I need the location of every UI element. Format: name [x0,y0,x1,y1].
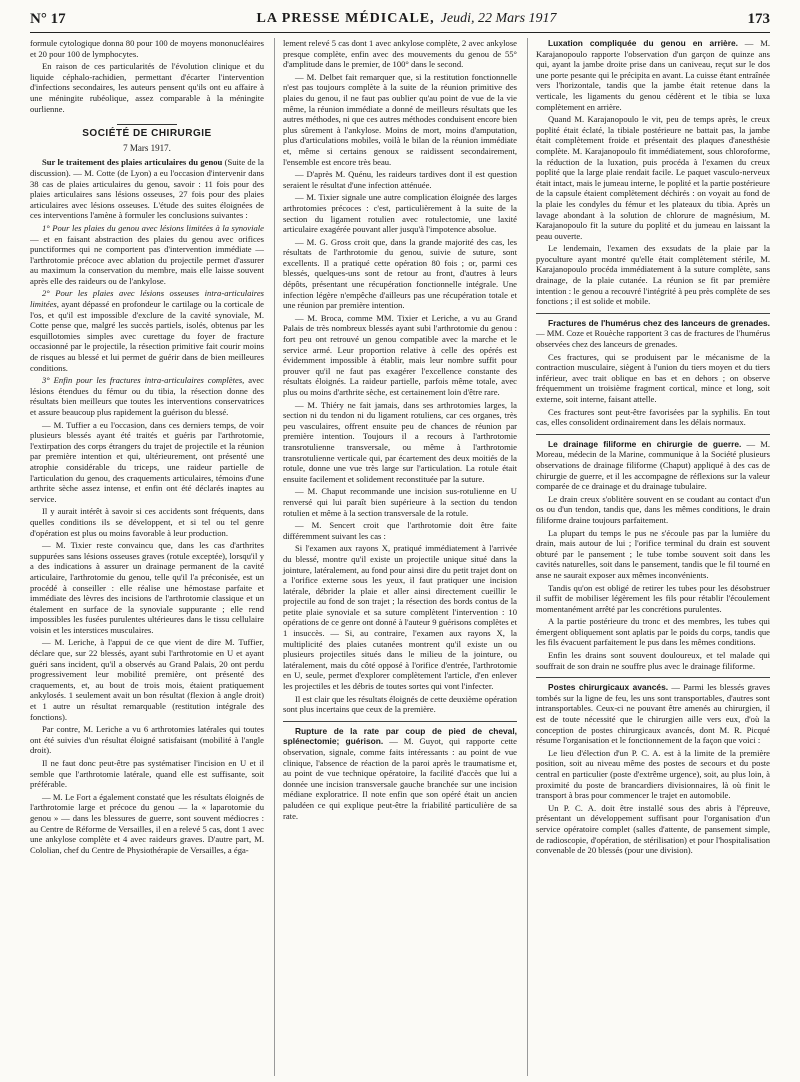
paragraph: — M. Chaput recommande une incision sus-rotulienne en U renversé qui lui paraît bien supérieure à la section du tendon rotulien et même à la section transversale de la rotule. [283,486,517,518]
paragraph: Par contre, M. Leriche a vu 6 arthrotomies latérales qui toutes ont été suivies d'un résultat éloigné satisfaisant (mobilité à l'angle droit). [30,724,264,756]
section-date: 7 Mars 1917. [123,142,171,153]
paragraph: 3° Enfin pour les fractures intra-articulaires complètes, avec lésions étendues du fémur ou du tibia, la résection donne des résultats bien meilleurs que toutes les interventions conservatrices et assure beaucoup plus rapidement la guérison du blessé. [30,375,264,417]
paragraph: A la partie postérieure du tronc et des membres, les tubes qui émergent obliquement sont aplatis par le poids du corps, tandis que les fils évacuent parfaitement le pus dans les mêmes conditions. [536,616,770,648]
issue-date: Jeudi, 22 Mars 1917 [440,11,557,26]
paragraph: — M. Delbet fait remarquer que, si la restitution fonctionnelle n'est pas toujours complète à la suite de la réunion primitive des plaies du genou, il ne faut pas oublier qu'au point de vue de la vie même, la réunion immédiate a donné de meilleurs résultats que les autres méthodes, ni que ces autres méthodes conduisent encore bien plus sûrement à l'ankylose. Moins de mort, moins d'amputation, plus d'articulations mobiles, voilà le bilan de la réunion immédiate et, même si certains genoux se raidissent secondairement, l'ensemble est encore très beau. [283,71,517,167]
paragraph: Il ne faut donc peut-être pas systématiser l'incision en U et il semble que l'arthrotomie latérale, quand elle est suffisante, soit préférable. [30,758,264,790]
paragraph: Il y aurait intérêt à savoir si ces accidents sont fréquents, dans quelles conditions ils se développent, et si tel ou tel genre d'opération est plus ou moins favorable à leur production. [30,506,264,538]
article-title: Fractures de l'humérus chez des lanceurs de grenades. [548,317,770,328]
section-rule [117,124,177,125]
paragraph: Ces fractures sont peut-être favorisées par la syphilis. En tout cas, elles consolident ordinairement dans les délais normaux. [536,406,770,428]
paragraph: Le drain creux s'oblitère souvent en se coudant au contact d'un os ou d'un tendon, tandis que, dans les mêmes conditions, le drain filiforme draine toujours parfaitement. [536,493,770,525]
journal-name: LA PRESSE MÉDICALE, [256,11,435,26]
paragraph: — M. Le Fort a également constaté que les résultats éloignés de l'arthrotomie large et précoce du genou — la « laparotomie du genou » — dans les blessures de guerre, sont souvent médiocres : au Centre de Réforme de Versailles, il en a relevé 5 cas, dont 1 avec une ankylose complète et 4 avec raideurs graves. D'autre part, M. Cololian, chef du Centre de Physiothérapie de Versailles, a éga- [30,791,264,855]
paragraph: — M. G. Gross croit que, dans la grande majorité des cas, les résultats de l'arthrotomie du genou, suivie de suture, sont excellents. Il a pratiqué cette opération 80 fois ; or, parmi ces blessés, quelques-uns sont de retour au front, d'autres à leurs dépôts, présentant une récupération fonctionnelle intégrale. Une infection légère n'empêche d'ailleurs pas une récupération totale et une réunion par première intention. [283,236,517,311]
article-columns [30,38,770,1076]
paragraph: Un P. C. A. doit être installé sous des abris à l'épreuve, présentant un développement suffisant pour l'organisation d'un service opératoire complet (salles d'attente, de pansement simple, de radioscopie, d'opération, de stérilisation) et pour l'hospitalisation convenable de 20 blessés (pour une division). [536,802,770,856]
paragraph: Postes chirurgicaux avancés. — Parmi les blessés graves tombés sur la ligne de feu, les uns sont transportables, d'autres sont intransportables. Ceux-ci ne pouvant être amenés au chirurgien, il est de toute nécessité que le chirurgien aille vers eux, d'où la conception de postes chirurgicaux avancés, dont M. R. Picqué résume l'organisation et le fonctionnement de la façon que voici : [536,682,770,746]
article-title: Le drainage filiforme en chirurgie de guerre. [548,438,742,449]
paragraph: Sur le traitement des plaies articulaires du genou (Suite de la discussion). — M. Cotte (de Lyon) a eu l'occasion d'intervenir dans 38 cas de plaies articulaires du genou, savoir : 11 fois pour des plaies articulaires sans lésions osseuses, 27 fois pour des plaies articulaires avec lésions osseuses. L'étude des suites éloignées de ces interventions l'amène à formuler les conclusions suivantes : [30,157,264,221]
paragraph: — M. Tixier reste convaincu que, dans les cas d'arthrites suppurées sans lésions osseuses graves (rotule exceptée), lorsqu'il y a des indications à assurer un drainage permanent de la cavité articulaire, l'arthrotomie du genou, telle qu'il l'a préconisée, est un procédé à conseiller : elle réalise une hémostase parfaite et immédiate des lèvres des incisions de l'arthrotomie classique et un étalement en surface de la synoviale suppurante ; elle rend impossibles les fusées purulentes ultérieures dans le tissu cellulaire voisin et les interstices musculaires. [30,540,264,635]
paragraph: 1° Pour les plaies du genou avec lésions limitées à la synoviale — et en faisant abstraction des plaies du genou avec orifices punctiformes qui ne comportent pas d'intervention immédiate — l'arthrotomie précoce avec ablation du projectile permet d'assurer au maximum la conservation du membre, mais elle laisse souvent après elle des raideurs ou de l'ankylose. [30,222,264,286]
paragraph: Fractures de l'humérus chez des lanceurs de grenades. — MM. Coze et Rouèche rapportent 3 cas de fractures de l'humérus observées chez des lanceurs de grenades. [536,317,770,350]
paragraph: Il est clair que les résultats éloignés de cette deuxième opération sont plus incertains que ceux de la première. [283,693,517,715]
paragraph: Rupture de la rate par coup de pied de cheval, splénectomie; guérison. — M. Guyot, qui rapporte cette observation, signale, comme faits intéressants : au point de vue clinique, l'absence de réaction de la paroi après le traumatisme et, au point de vue technique opératoire, la facilité d'accès que lui a donnée une incision transversale gauche branchée sur une incision médiane exploratrice. Il note enfin que son opéré était un ancien paludéen ce qui explique peut-être la friabilité particulière de sa rate. [283,725,517,821]
paragraph: — M. Tuffier a eu l'occasion, dans ces derniers temps, de voir plusieurs blessés ayant été traités et guéris par l'arthrotomie, l'extirpation des corps étrangers du trajet de projectile et la réunion par première intention et qui, ultérieurement, ont présenté une atrophie considérable du triceps, une raideur partielle de l'articulation du genou, des craquements articulaires, témoins d'une arthrite sèche assez intense, et enfin ont été déclarés inaptes au service. [30,419,264,504]
paragraph: En raison de ces particularités de l'évolution clinique et du liquide céphalo-rachidien, permettant d'écarter l'intervention d'infections secondaires, les auteurs pensent qu'ils ont eu affaire à une méningite rubéolique, assez comparable à la méningite ourlienne. [30,61,264,114]
paragraph: — M. Sencert croit que l'arthrotomie doit être faite différemment suivant les cas : [283,520,517,541]
paragraph: Si l'examen aux rayons X, pratiqué immédiatement à l'arrivée du blessé, montre qu'il existe un projectile unique situé dans la jointure, latéralement, au fond pour ainsi dire du petit trajet dont on a l'orifice externe sous les yeux, il faut pratiquer une incision latérale, débrider la plaie et aller ainsi directement cueillir le projectile au fond de son trajet ; la résection des bords contus de la petite plaie synoviale et sa suture complètent l'intervention : 10 opérations de ce genre ont donné à l'auteur 9 guérisons complètes et 1 insuccès. — Si, au contraire, l'examen aux rayons X, la multiplicité des plaies cutanées montrent qu'il existe un ou plusieurs projectiles situés dans le milieu de la jointure, ou latéralement, mais du côté opposé à l'orifice d'entrée, l'arthrotomie en U, seule, permet d'explorer complètement l'article, d'en enlever les projectiles et les débris de toutes sortes qui vont l'infecter. [283,543,517,692]
paragraph: formule cytologique donna 80 pour 100 de moyens mononucléaires et 20 pour 100 de lymphocytes. [30,38,264,59]
paragraph: Quand M. Karajanopoulo le vit, peu de temps après, le creux poplité était éclaté, la tibiale postérieure ne battait pas, la jambe était complètement froide et présentait des plaques d'anesthésie complète. M. Karajanopoulo fit immédiatement, sous chloroforme, la réduction de la luxation, puis procéda à l'examen du creux poplité que la large plaie rendait facile. Le paquet vasculo-nerveux était intact, mais le jumeau interne, le poplité et la partie postérieure de la capsule étaient complètement déchirés : on voyait au fond de la plaie les condyles du fémur et les plateaux du tibia. Après un lavage abondant à la solution de chlorure de magnésium, M. Karajanopoulo fit la suture du poplité et du jumeau en laissant la peau ouverte. [536,114,770,241]
column-1 [30,38,264,1076]
article-title: Postes chirurgicaux avancés. [548,682,669,693]
paragraph: — M. Thiéry ne fait jamais, dans ses arthrotomies larges, la section ni du tendon ni du ligament rotuliens, car ces organes, très peu vasculaires, offrent ensuite peu de chances de réunion par première intention. Toujours il a recours à l'arthrotomie transrotulienne transversale, ou même à l'arthrotomie transrotulienne verticale qui, par écartement des deux moitiés de la rotule, donne une vue très large sur l'articulation. La rotule était ensuite facilement et solidement reconstituée par la suture. [283,399,517,484]
paragraph: 2° Pour les plaies avec lésions osseuses intra-articulaires limitées, ayant dépassé en profondeur le cartilage ou la corticale de l'os, et qu'il est impossible d'exclure de la cavité synoviale, M. Cotte pense que, malgré les succès partiels, isolés, obtenus par les esquillotomies simples avec curettage du foyer de fracture occasionné par le projectile, la résection primitive fait courir moins de risques au blessé et lui permet de guérir dans de bien meilleures conditions. [30,288,264,373]
article-title: Rupture de la rate par coup de pied de cheval, splénectomie; guérison. [283,725,517,747]
section-divider [536,434,770,435]
paragraph: — D'après M. Quénu, les raideurs tardives dont il est question seraient le résultat d'une infection atténuée. [283,169,517,190]
issue-number: N° 17 [30,10,66,27]
article-title: Sur le traitement des plaies articulaires du genou [42,157,223,168]
page-header [30,6,770,33]
paragraph: Enfin les drains sont souvent douloureux, et tel malade qui souffrait de son drain ne souffre plus avec le drainage filiforme. [536,650,770,671]
page-number: 173 [747,10,770,27]
paragraph: lement relevé 5 cas dont 1 avec ankylose complète, 2 avec ankylose presque complète, enfin avec des mouvements du genou de 55° d'amplitude dans le premier, de 100° dans le second. [283,38,517,70]
section-divider [536,677,770,678]
section-divider [283,721,517,722]
paragraph: Ces fractures, qui se produisent par le mécanisme de la contraction musculaire, siègent à l'union du tiers moyen et du tiers inférieur, avec trait oblique en bas et en dehors ; on observe fréquemment un troisième fragment cortical, mince et long, soit externe, soit interne, faisant attelle. [536,351,770,404]
paragraph: Le lendemain, l'examen des exsudats de la plaie par la pyoculture ayant montré qu'elle était complètement stérile, M. Karajanopoulo procéda immédiatement à la suture complète, sans drainage, de la plaie cutanée. La réunion se fit par première intention : le genou a recouvré l'intégrité à peu près complète de ses fonctions ; il est solide et mobile. [536,243,770,307]
article-title: Luxation compliquée du genou en arrière. [548,38,738,48]
paragraph: Le lieu d'élection d'un P. C. A. est à la limite de la première position, soit au niveau même des postes de secours et du poste central en particulier (poste d'extrême urgence), soit, au plus loin, à proximité du poste de brancardiers divisionnaires, là où finit le transport à bras pour commencer le trajet en automobile. [536,747,770,801]
paragraph: — M. Tixier signale une autre complication éloignée des larges arthrotomies précoces : c'est, particulièrement à la suite de la section du ligament rotulien avec rotulectomie, une laxité articulaire exagérée pouvant aller jusqu'à l'impotence absolue. [283,192,517,235]
paragraph: Le drainage filiforme en chirurgie de guerre. — M. Moreau, médecin de la Marine, communique à la Société plusieurs observations de drainage filiforme (Chaput) appliqué à des cas de chirurgie de guerre, et il les accompagne de réflexions sur la valeur comparée de ce drainage et du drainage tubulaire. [536,438,770,492]
journal-title [257,11,557,27]
section-title: SOCIÉTÉ DE CHIRURGIE [82,128,212,140]
paragraph: — M. Leriche, à l'appui de ce que vient de dire M. Tuffier, déclare que, sur 22 blessés, ayant subi l'arthrotomie en U et ayant guéri sans incident, qu'il a observés au Grand Palais, 20 ont perdu progressivement leur mobilité première, ont présenté des craquements, et, au bout de trois mois, étaient pratiquement ankylosés. 1 seulement avait un bon résultat (flexion à angle droit) et 1 autre un résultat remarquable (restitution intégrale des fonctions). [30,637,264,722]
paragraph: — M. Broca, comme MM. Tixier et Leriche, a vu au Grand Palais de très nombreux blessés ayant subi l'arthrotomie du genou : fort peu ont retrouvé un genou compatible avec la marche et le service armé. Leur proportion relative à celle des opérés est évidemment impossible à établir, mais leur nombre suffit pour prouver qu'il ne faut pas exagérer l'excellence constante des résultats éloignés. La raideur partielle, parfois même totale, avec plus ou moins d'arthrite sèche, est certainement loin d'être rare. [283,312,517,397]
paragraph: Tandis qu'on est obligé de retirer les tubes pour les désobstruer il suffit de mobiliser légèrement les fils pour rétablir l'écoulement momentanément arrêté par les concrétions purulentes. [536,582,770,614]
column-2 [274,38,517,1076]
section-divider [536,313,770,314]
paragraph: La plupart du temps le pus ne s'écoule pas par la lumière du drain, mais autour de lui ; l'orifice terminal du drain est souvent obturé par le pansement ; le tube tombe souvent soit dans les cavités naturelles, soit dans le pansement, tandis que le fil tourné en anse ne saurait exposer aux mêmes inconvénients. [536,527,770,580]
column-3 [527,38,770,1076]
paragraph: Luxation compliquée du genou en arrière. — M. Karajanopoulo rapporte l'observation d'un garçon de quinze ans qui, ayant la jambe droite prise dans un caniveau, reçut sur le dos une porte pesante qui le précipita en avant. La cuisse étant entraînée vers l'horizontale, tandis que la jambe était retenue dans la verticale, les ligaments du genou cédèrent et le tibia se luxa complètement en arrière. [536,38,770,112]
